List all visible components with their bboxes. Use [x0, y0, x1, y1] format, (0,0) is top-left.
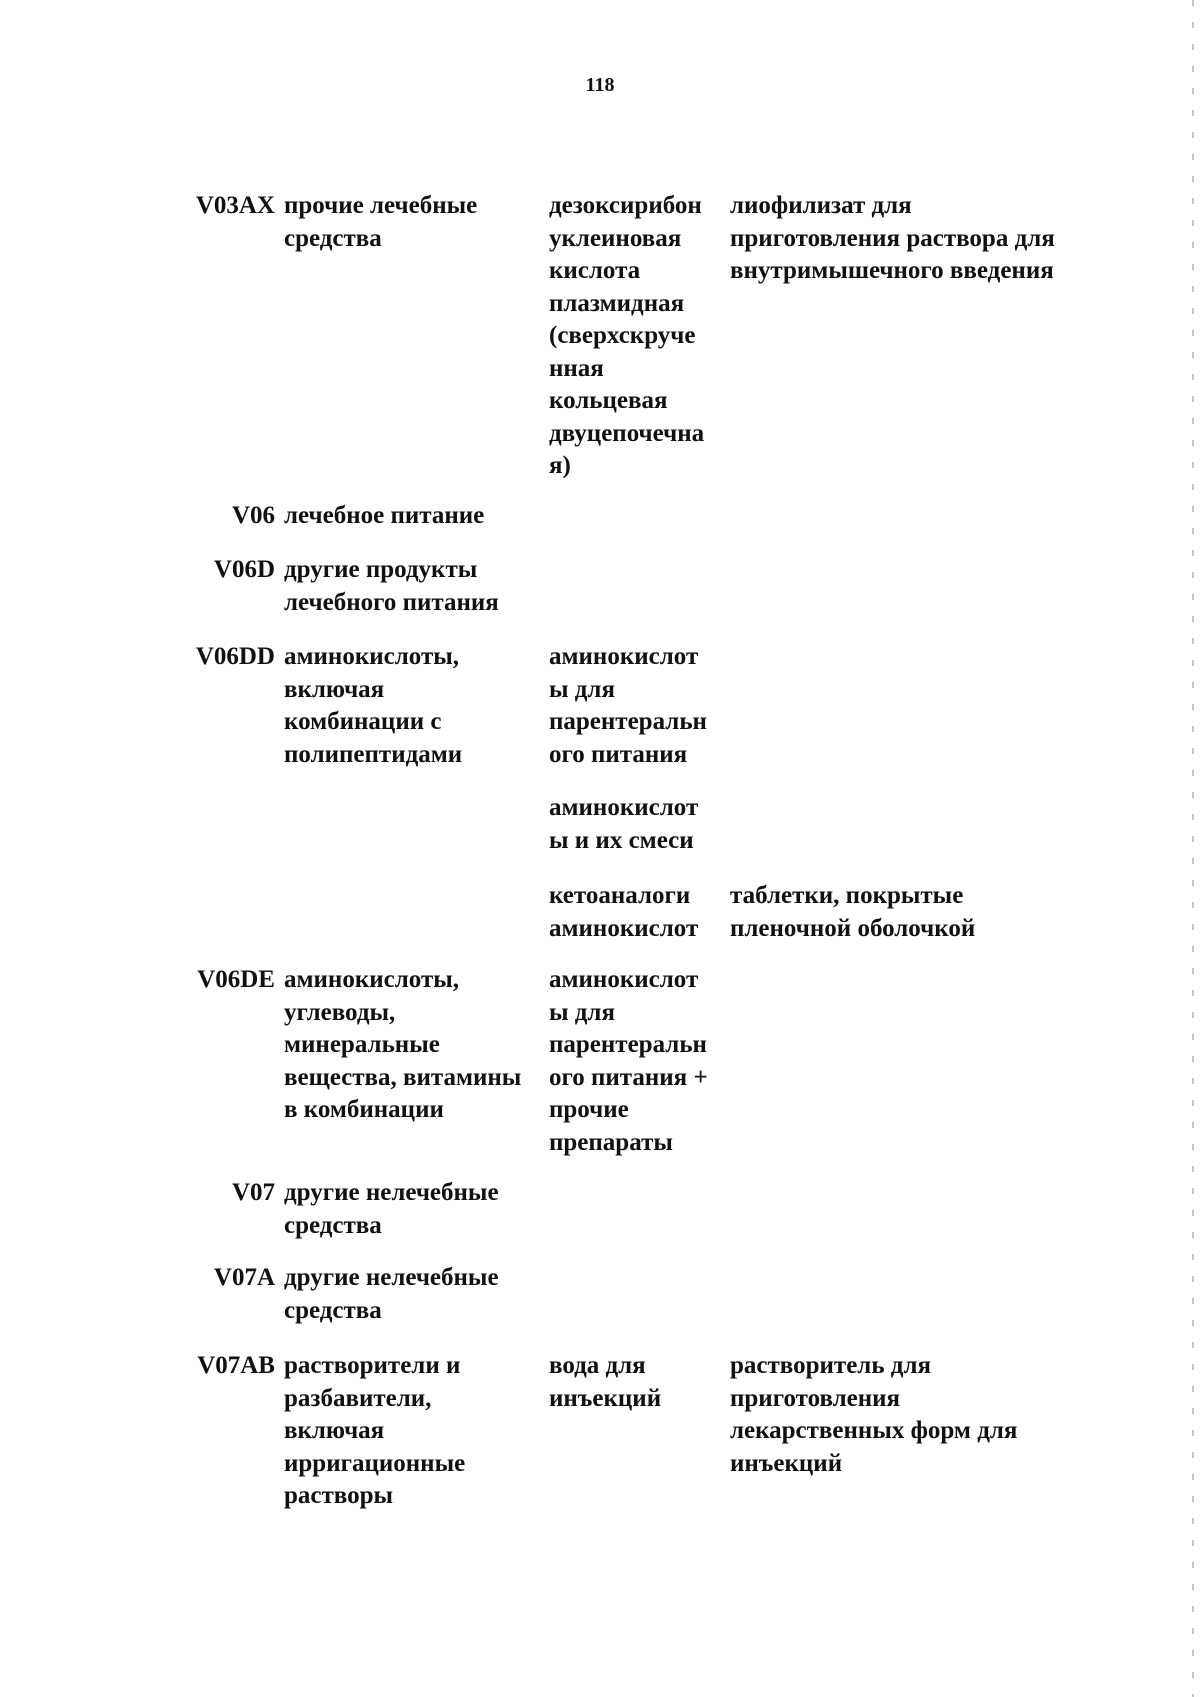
atc-group: аминокислоты, углеводы, минеральные вещества, витамины в комбинации [284, 966, 522, 1123]
drug-name: аминокислот ы для парентеральн ого питания + прочие препараты [549, 966, 708, 1156]
atc-code: V07AB [197, 1352, 275, 1379]
atc-code: V07A [213, 1264, 275, 1291]
atc-code: V06DE [197, 966, 275, 993]
drug-name: кетоаналоги аминокислот [549, 882, 699, 942]
dosage-form: лиофилизат для приготовления раствора для внутримышечного введения [730, 192, 1055, 284]
atc-code: V06DD [195, 643, 275, 670]
atc-group: другие нелечебные средства [284, 1179, 499, 1239]
atc-group: аминокислоты, включая комбинации с полипептидами [284, 643, 463, 768]
atc-code: V03AX [195, 192, 275, 219]
scan-edge-line [1192, 0, 1194, 1697]
drug-name: аминокислот ы для парентеральн ого питания [549, 643, 707, 768]
drug-name: аминокислот ы и их смеси [549, 794, 699, 854]
atc-group: растворители и разбавители, включая ирригационные растворы [284, 1352, 466, 1509]
atc-group: другие нелечебные средства [284, 1264, 499, 1324]
atc-code: V07 [231, 1179, 275, 1206]
dosage-form: растворитель для приготовления лекарственных форм для инъекций [730, 1352, 1018, 1477]
atc-group: лечебное питание [284, 502, 485, 529]
atc-code: V06D [213, 556, 275, 583]
drug-name: вода для инъекций [549, 1352, 662, 1412]
dosage-form: таблетки, покрытые пленочной оболочкой [730, 882, 976, 942]
atc-group: прочие лечебные средства [284, 192, 478, 252]
page-number: 118 [585, 74, 615, 96]
drug-name: дезоксирибон уклеиновая кислота плазмидная (сверхскруче нная кольцевая двуцепочечна я) [549, 192, 705, 479]
atc-group: другие продукты лечебного питания [284, 556, 499, 616]
atc-code: V06 [231, 502, 275, 529]
